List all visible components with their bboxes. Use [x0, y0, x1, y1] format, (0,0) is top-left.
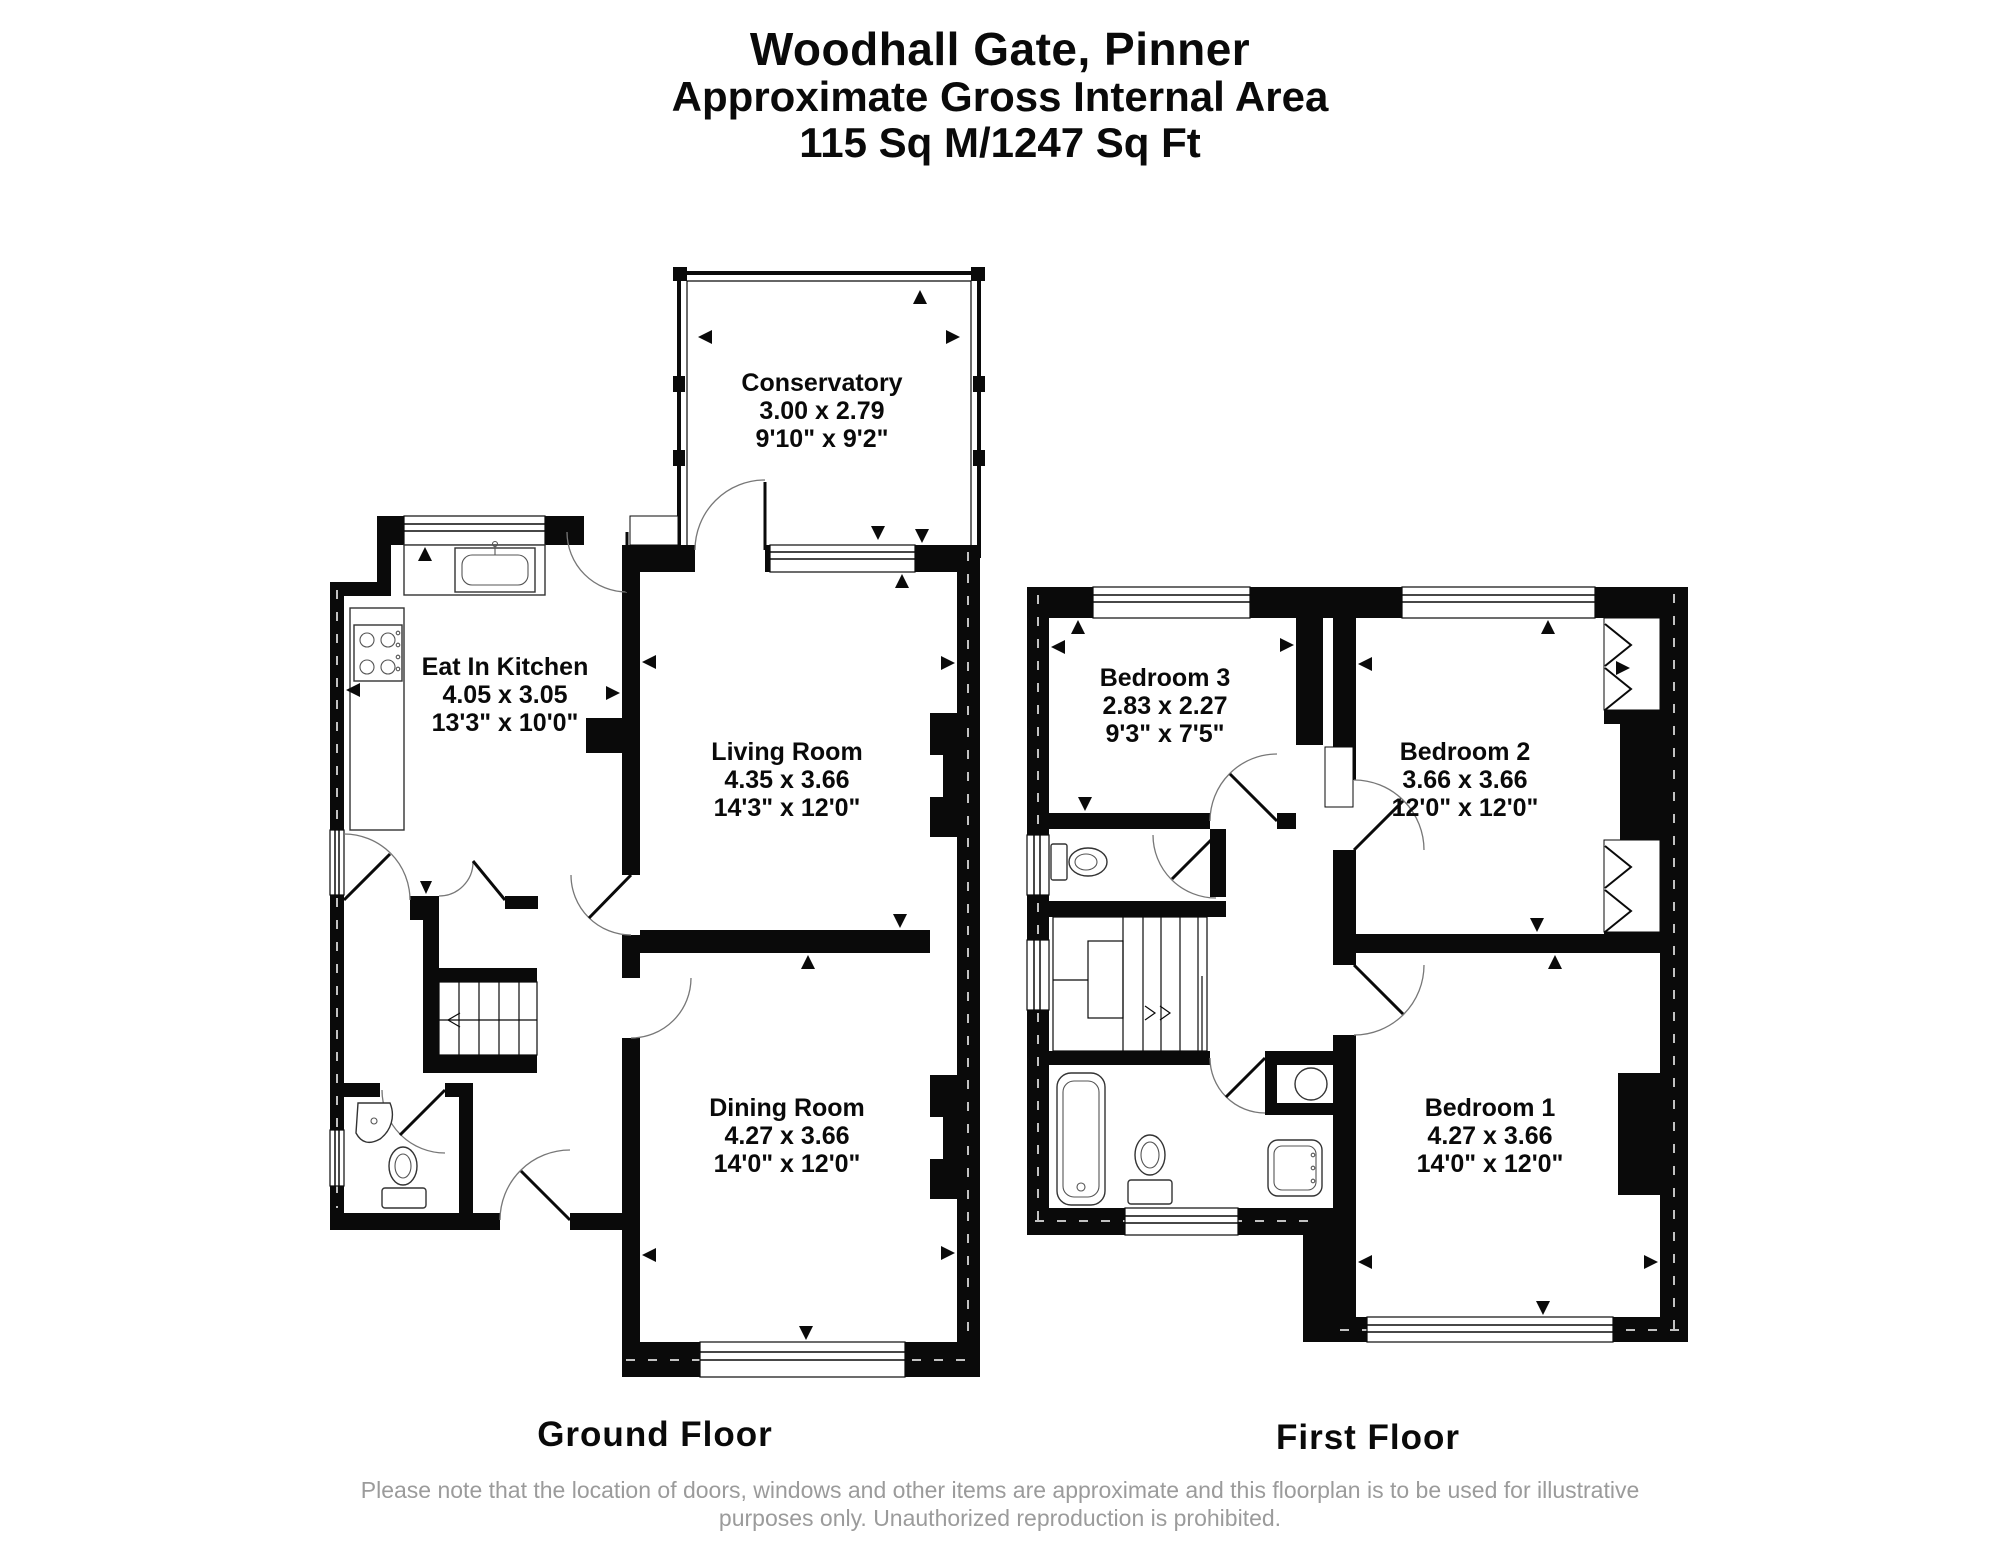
room-label-living-room	[711, 738, 862, 822]
porch-step	[630, 516, 678, 545]
room-name: Bedroom 3	[1099, 664, 1231, 692]
room-dim-metric: 3.00 x 2.79	[759, 397, 885, 425]
first-floor-label: First Floor	[1275, 1418, 1461, 1457]
room-dim-imperial: 12'0" x 12'0"	[1391, 794, 1539, 822]
room-dim-imperial: 14'0" x 12'0"	[1416, 1150, 1564, 1178]
stove-fixture	[354, 625, 402, 681]
wc-basin-fixture	[356, 1103, 392, 1142]
wc-toilet-fixture	[382, 1147, 426, 1208]
room-label-kitchen	[422, 653, 589, 737]
room-dim-metric: 4.05 x 3.05	[442, 681, 568, 709]
area-value: 115 Sq M/1247 Sq Ft	[799, 119, 1201, 166]
area-caption: Approximate Gross Internal Area	[671, 73, 1329, 120]
room-dim-imperial: 9'10" x 9'2"	[755, 425, 889, 453]
disclaimer-line-2: purposes only. Unauthorized reproduction is prohibited.	[718, 1505, 1282, 1531]
room-dim-imperial: 14'3" x 12'0"	[713, 794, 861, 822]
disclaimer-text	[0, 1476, 2000, 1532]
room-label-dining-room	[709, 1094, 865, 1178]
room-label-conservatory	[741, 369, 902, 453]
room-label-bedroom-3	[1100, 664, 1231, 748]
bathroom-basin-fixture	[1268, 1140, 1322, 1196]
room-name: Conservatory	[741, 369, 903, 397]
corner-basin-fixture	[1295, 1068, 1327, 1100]
property-name: Woodhall Gate, Pinner	[749, 23, 1251, 75]
room-dim-metric: 4.35 x 3.66	[724, 766, 850, 794]
wc-toilet-ff-fixture	[1051, 844, 1107, 880]
room-dim-metric: 4.27 x 3.66	[1427, 1122, 1553, 1150]
room-dim-imperial: 9'3" x 7'5"	[1105, 720, 1225, 748]
room-label-bedroom-2	[1392, 738, 1539, 822]
disclaimer-line-1: Please note that the location of doors, windows and other items are approximate and this floorplan is to be used for illustrative	[360, 1477, 1640, 1503]
ground-floor-walls	[330, 516, 980, 1377]
bathtub-fixture	[1057, 1073, 1105, 1205]
room-dim-metric: 3.66 x 3.66	[1402, 766, 1528, 794]
ground-floor-label: Ground Floor	[537, 1415, 773, 1454]
room-dim-imperial: 13'3" x 10'0"	[431, 709, 579, 737]
bathroom-toilet-fixture	[1128, 1135, 1172, 1204]
room-name: Bedroom 1	[1424, 1094, 1556, 1122]
room-label-bedroom-1	[1417, 1094, 1564, 1178]
room-dim-metric: 2.83 x 2.27	[1102, 692, 1228, 720]
dining-fireplace	[930, 1117, 943, 1159]
room-name: Living Room	[711, 738, 863, 766]
staircase	[439, 982, 537, 1060]
staircase-ff	[1053, 917, 1207, 1051]
room-name: Eat In Kitchen	[421, 653, 589, 681]
room-name: Dining Room	[709, 1094, 865, 1122]
airing-cupboard	[1325, 747, 1353, 807]
room-dim-metric: 4.27 x 3.66	[724, 1122, 850, 1150]
page-title	[0, 24, 2000, 166]
room-name: Bedroom 2	[1399, 738, 1531, 766]
living-fireplace	[930, 755, 943, 797]
room-dim-imperial: 14'0" x 12'0"	[713, 1150, 861, 1178]
